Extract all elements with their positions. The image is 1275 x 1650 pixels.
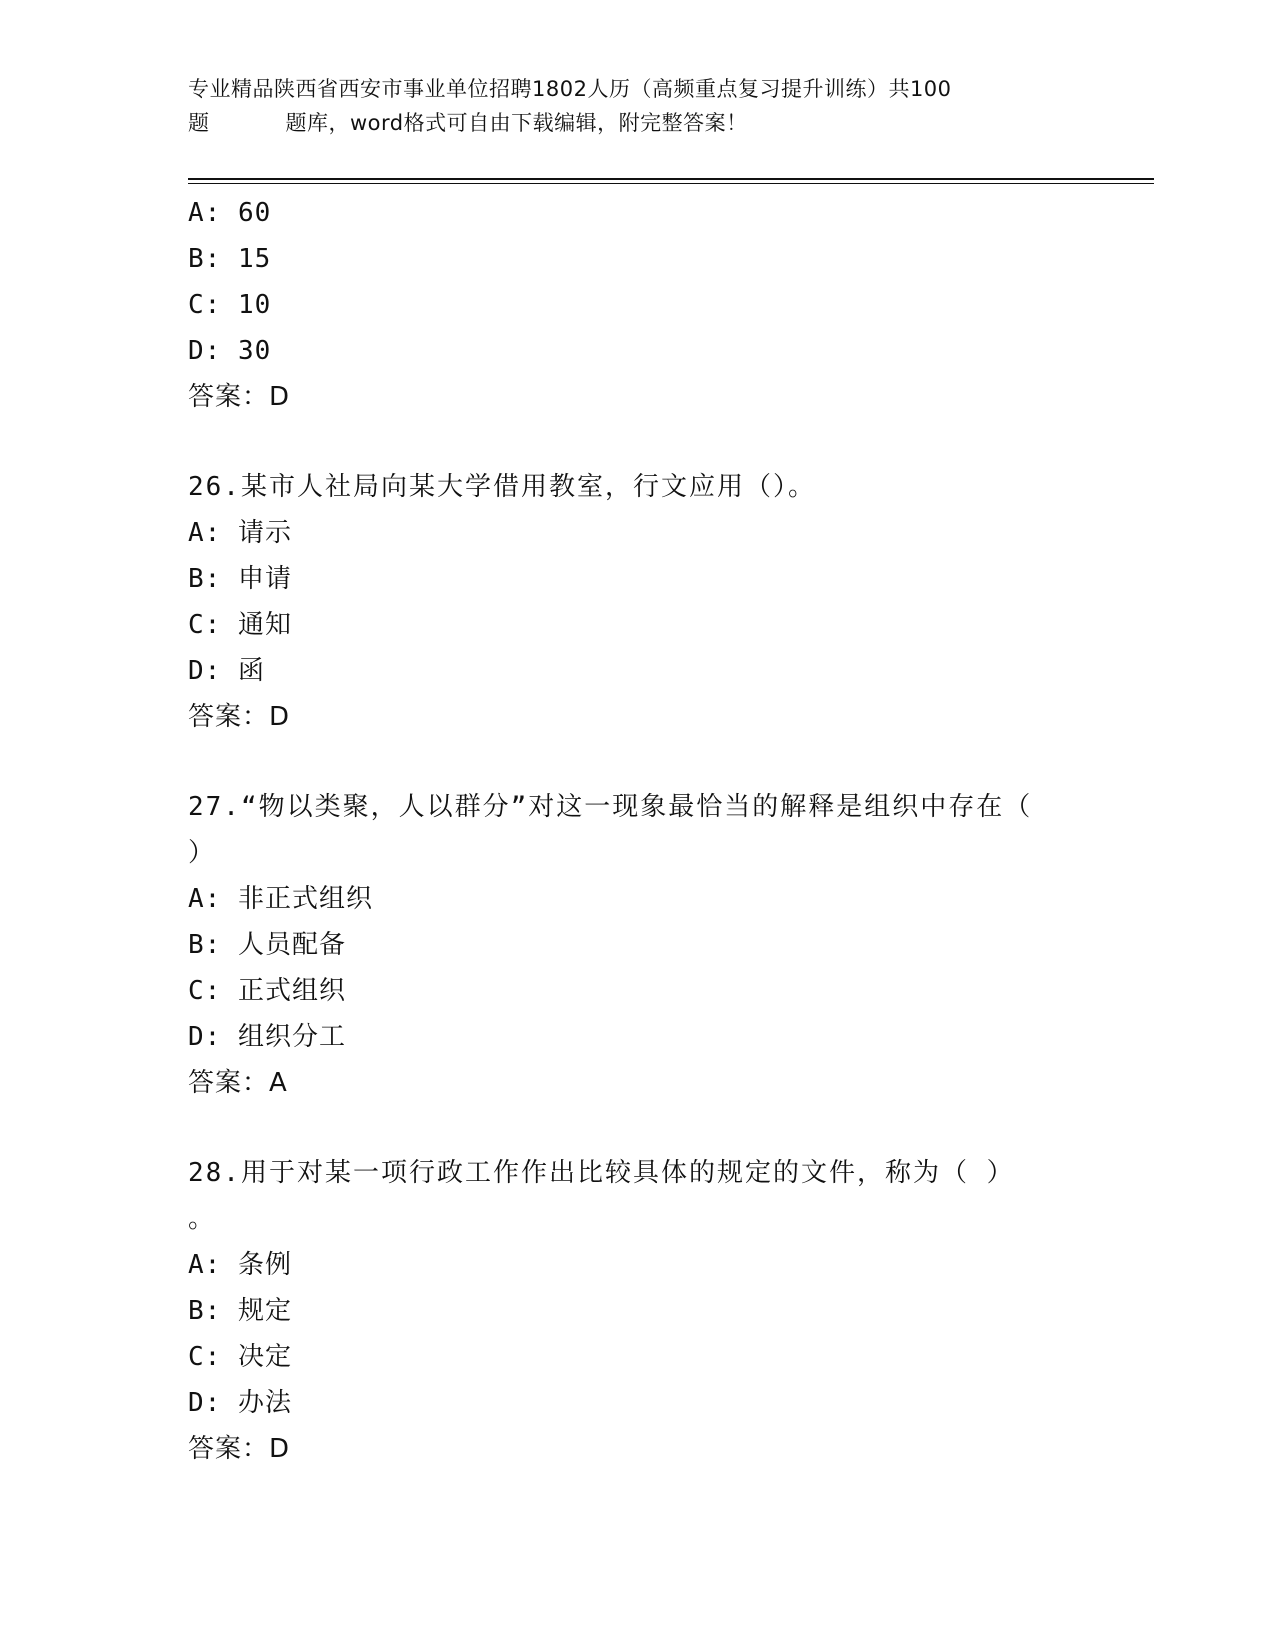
option-c: C: 10 <box>188 290 272 320</box>
header-line-2-b: 题库，word格式可自由下载编辑，附完整答案！ <box>285 111 748 135</box>
question-28-line-1: 28.用于对某一项行政工作作出比较具体的规定的文件，称为（ ） <box>188 1158 1015 1188</box>
option-a: A: 60 <box>188 198 272 228</box>
header-line-2 <box>188 106 1088 140</box>
option-d: D: 函 <box>188 656 265 686</box>
option-c: C: 正式组织 <box>188 976 346 1006</box>
header-line-1: 专业精品陕西省西安市事业单位招聘1802人历（高频重点复习提升训练）共100 <box>188 77 952 101</box>
header-line-2-a: 题 <box>188 111 210 135</box>
option-c: C: 通知 <box>188 610 292 640</box>
option-b: B: 规定 <box>188 1296 292 1326</box>
header-rule-thin <box>188 183 1154 184</box>
option-d: D: 30 <box>188 336 272 366</box>
option-a: A: 请示 <box>188 518 292 548</box>
question-26: 26.某市人社局向某大学借用教室，行文应用（）。 <box>188 472 816 502</box>
option-d: D: 组织分工 <box>188 1022 346 1052</box>
option-a: A: 非正式组织 <box>188 884 373 914</box>
question-27-line-1: 27.“物以类聚，人以群分”对这一现象最恰当的解释是组织中存在（ <box>188 792 1033 822</box>
question-27-line-2: ） <box>188 838 217 868</box>
option-d: D: 办法 <box>188 1388 292 1418</box>
header-rule <box>188 178 1154 180</box>
answer: 答案：D <box>188 1434 291 1464</box>
question-27 <box>188 784 1068 876</box>
option-b: B: 15 <box>188 244 272 274</box>
option-b: B: 人员配备 <box>188 930 346 960</box>
answer: 答案：A <box>188 1068 288 1098</box>
question-28 <box>188 1150 1068 1242</box>
answer: 答案：D <box>188 702 291 732</box>
question-list <box>188 190 1088 1472</box>
option-b: B: 申请 <box>188 564 292 594</box>
document-header <box>188 72 1088 140</box>
question-28-line-2: 。 <box>188 1204 217 1234</box>
option-c: C: 决定 <box>188 1342 292 1372</box>
option-a: A: 条例 <box>188 1250 292 1280</box>
answer: 答案：D <box>188 382 291 412</box>
